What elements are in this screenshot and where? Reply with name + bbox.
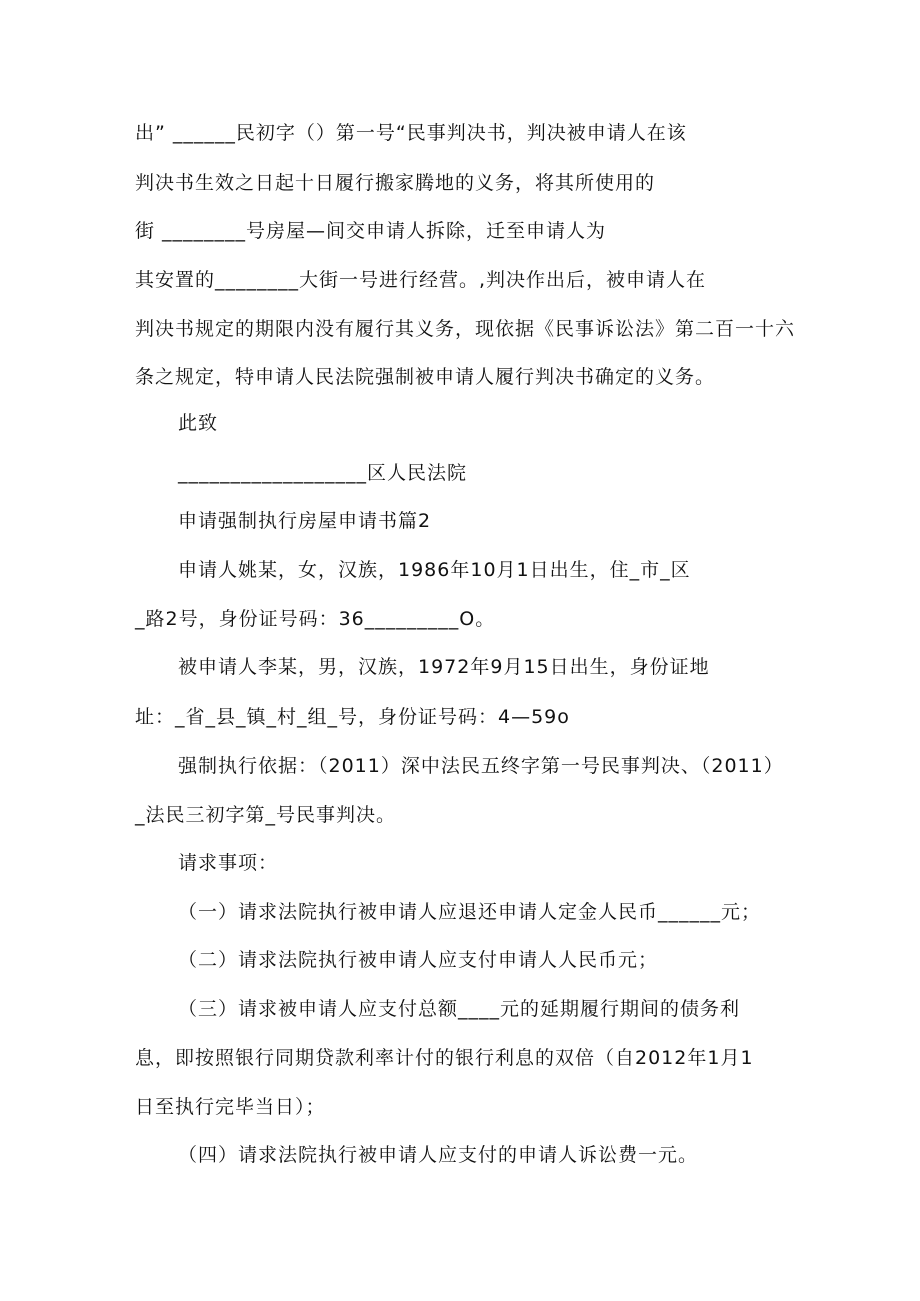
paragraph-line: _路2号，身份证号码：36_________O。 [135, 608, 496, 630]
paragraph-line: 出” ______民初字（）第一号“民事判决书，判决被申请人在该 [135, 122, 687, 144]
list-item: （一）请求法院执行被申请人应退还申请人定金人民币______元； [178, 901, 762, 923]
paragraph-line: 息，即按照银行同期贷款利率计付的银行利息的双倍（自2012年1月1 [135, 1047, 754, 1069]
paragraph-line: _法民三初字第_号民事判决。 [135, 804, 397, 826]
paragraph-line: 申请人姚某，女，汉族，1986年10月1日出生，住_市_区 [178, 559, 691, 581]
paragraph-line: 址：_省_县_镇_村_组_号，身份证号码：4—59o [135, 706, 570, 728]
paragraph-line: 判决书规定的期限内没有履行其义务，现依据《民事诉讼法》第二百一十六 [135, 318, 796, 340]
paragraph-line: 判决书生效之日起十日履行搬家腾地的义务，将其所使用的 [135, 172, 656, 194]
addressee-court: __________________区人民法院 [178, 462, 468, 484]
list-item: （二）请求法院执行被申请人应支付申请人人民币元； [178, 949, 659, 971]
paragraph-line: 条之规定，特申请人民法院强制被申请人履行判决书确定的义务。 [135, 366, 716, 388]
paragraph-line: 街 ________号房屋—间交申请人拆除，迁至申请人为 [135, 220, 607, 242]
paragraph-line: 被申请人李某，男，汉族，1972年9月15日出生，身份证地 [178, 656, 710, 678]
list-item: （三）请求被申请人应支付总额____元的延期履行期间的债务利 [178, 998, 741, 1020]
paragraph-line: 日至执行完毕当日）； [135, 1096, 326, 1118]
list-item: （四）请求法院执行被申请人应支付的申请人诉讼费一元。 [178, 1144, 699, 1166]
section-title: 申请强制执行房屋申请书篇2 [178, 510, 432, 532]
paragraph-line: 强制执行依据：（2011）深中法民五终字第一号民事判决、（2011） [178, 755, 784, 777]
paragraph-line: 请求事项： [178, 852, 279, 874]
salutation: 此致 [178, 412, 219, 434]
paragraph-line: 其安置的________大街一号进行经营。,判决作出后，被申请人在 [135, 269, 707, 291]
